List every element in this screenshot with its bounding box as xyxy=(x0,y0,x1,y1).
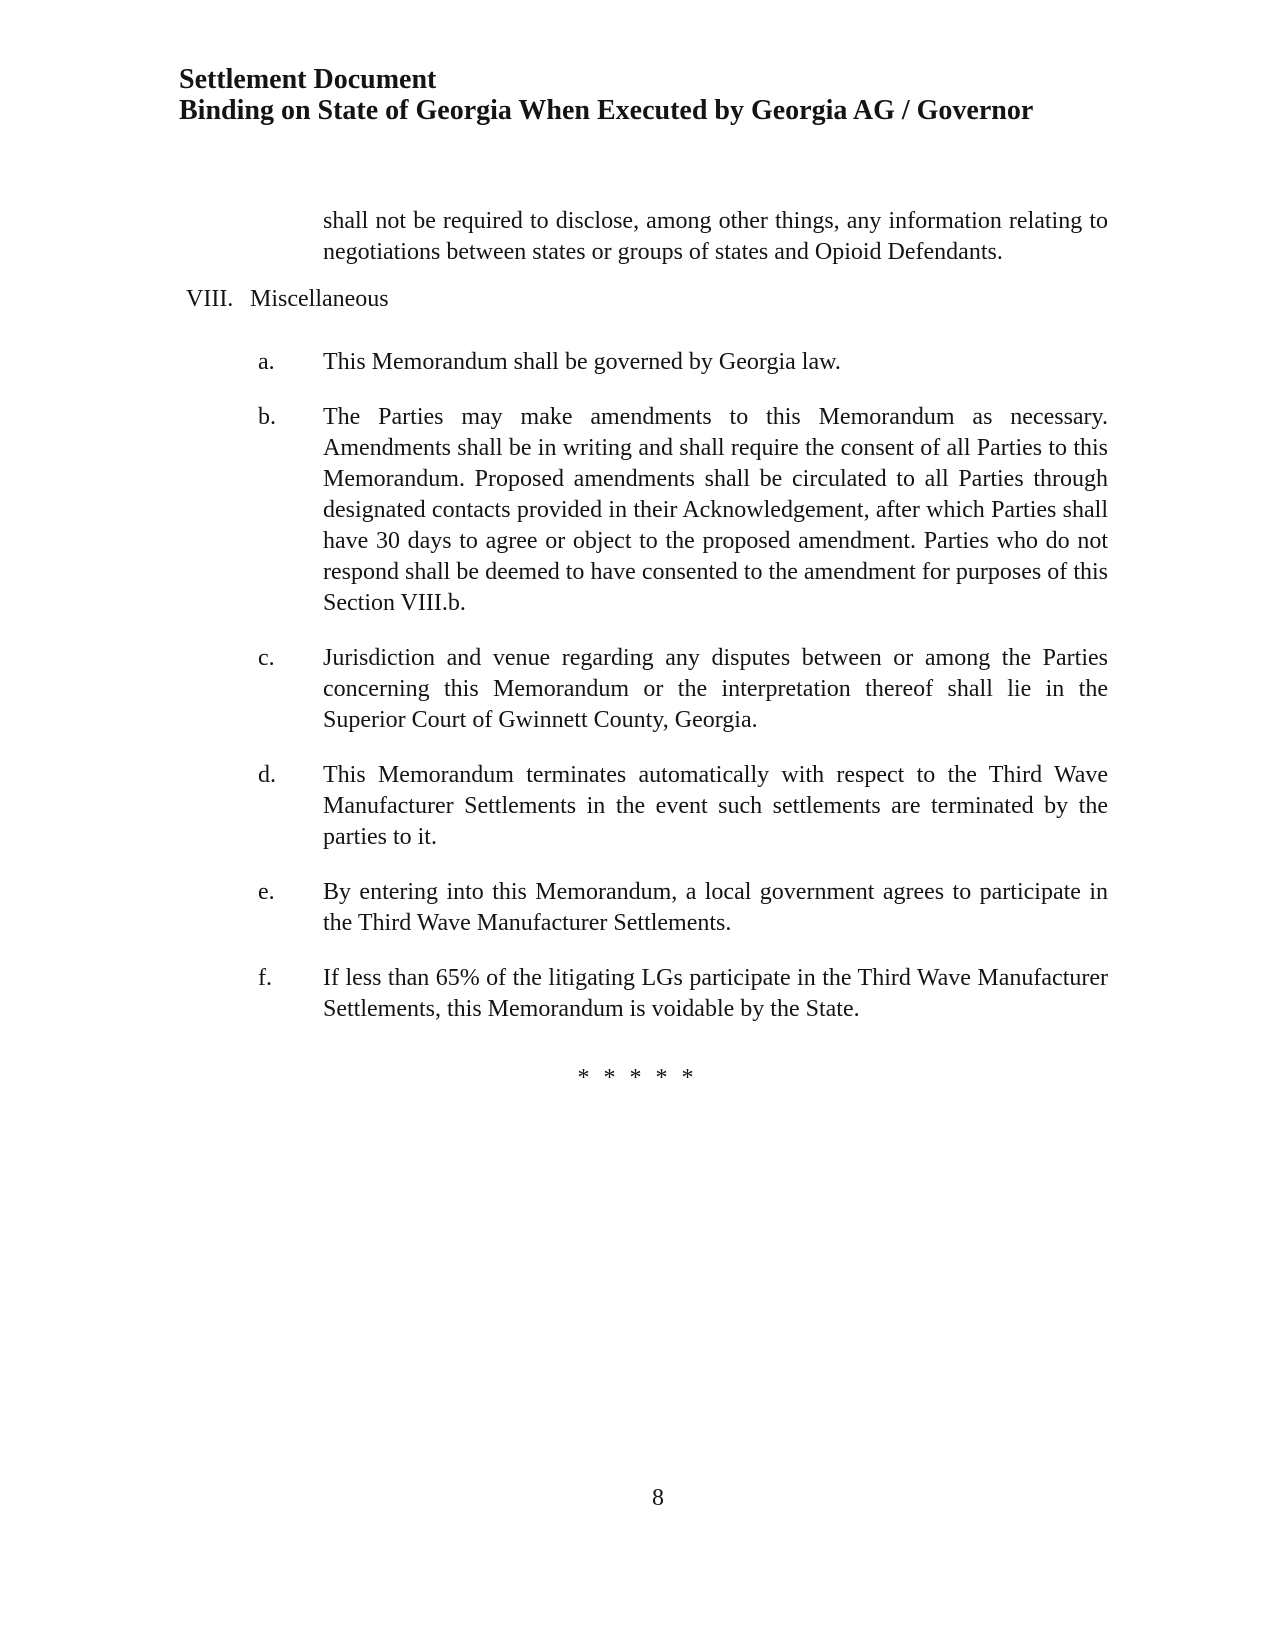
document-body xyxy=(0,206,1275,1094)
section-number: VIII. xyxy=(186,286,234,312)
list-item-a xyxy=(258,347,1275,378)
asterisk-separator: * * * * * xyxy=(577,1065,698,1091)
list-item-c xyxy=(258,643,1275,736)
item-text: Jurisdiction and venue regarding any disputes between or among the Parties concerning this Memorandum or the interpretation thereof shall lie in the Superior Court of Gwinnett County, Georgia. xyxy=(323,645,1108,733)
item-letter: b. xyxy=(258,404,276,430)
item-text: This Memorandum terminates automatically with respect to the Third Wave Manufacturer Settlements in the event such settlements are terminated by the parties to it. xyxy=(323,762,1108,850)
item-letter: d. xyxy=(258,762,276,788)
item-letter: f. xyxy=(258,965,272,991)
item-text: This Memorandum shall be governed by Georgia law. xyxy=(323,349,841,375)
list-item-d xyxy=(258,760,1275,853)
section-title: Miscellaneous xyxy=(250,286,389,312)
item-letter: e. xyxy=(258,879,275,905)
intro-paragraph: shall not be required to disclose, among other things, any information relating to negotiations between states or groups of states and Opioid Defendants. xyxy=(323,208,1108,265)
list-item-f xyxy=(258,963,1275,1025)
item-text: If less than 65% of the litigating LGs participate in the Third Wave Manufacturer Settlements, this Memorandum is voidable by the State. xyxy=(323,965,1108,1022)
page-number: 8 xyxy=(652,1485,664,1511)
item-list xyxy=(258,347,1275,1025)
item-letter: c. xyxy=(258,645,275,671)
item-text: The Parties may make amendments to this Memorandum as necessary. Amendments shall be in writing and shall require the consent of all Parties to this Memorandum. Proposed amendments shall be circulated to all Parties through designated contacts provided in their Acknowledgement, after which Parties shall have 30 days to agree or object to the proposed amendment. Parties who do not respond shall be deemed to have consented to the amendment for purposes of this Section VIII.b. xyxy=(323,404,1108,616)
item-letter: a. xyxy=(258,349,275,375)
list-item-b xyxy=(258,402,1275,619)
header-line-1: Settlement Document xyxy=(179,64,437,95)
section-heading xyxy=(186,284,1275,315)
document-header xyxy=(179,64,1033,126)
list-item-e xyxy=(258,877,1275,939)
header-line-2: Binding on State of Georgia When Executed by Georgia AG / Governor xyxy=(179,95,1034,126)
item-text: By entering into this Memorandum, a local government agrees to participate in the Third Wave Manufacturer Settlements. xyxy=(323,879,1108,936)
